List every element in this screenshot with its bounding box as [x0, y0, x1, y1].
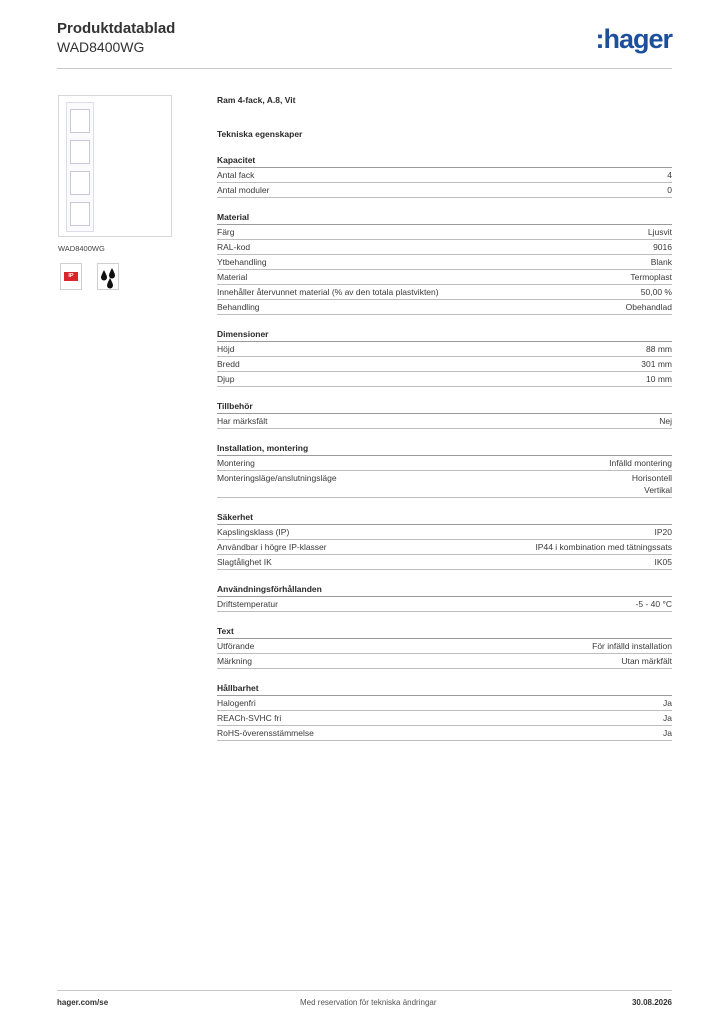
section-title: Hållbarhet — [217, 682, 672, 696]
header-divider — [57, 68, 672, 69]
spec-value: IP44 i kombination med tätningssats — [535, 542, 672, 552]
spec-row — [217, 540, 672, 555]
spec-section — [217, 682, 672, 741]
spec-value: Nej — [659, 416, 672, 426]
spec-value: Termoplast — [630, 272, 672, 282]
frame-illustration — [66, 102, 94, 232]
section-title: Material — [217, 211, 672, 225]
spec-label: Höjd — [217, 344, 235, 354]
section-title: Kapacitet — [217, 154, 672, 168]
section-title: Dimensioner — [217, 328, 672, 342]
section-title: Text — [217, 625, 672, 639]
spec-label: Antal fack — [217, 170, 255, 180]
section-title: Installation, montering — [217, 442, 672, 456]
spec-label: Driftstemperatur — [217, 599, 278, 609]
spec-section — [217, 442, 672, 498]
spec-sections — [217, 154, 672, 741]
spec-row — [217, 183, 672, 198]
image-caption: WAD8400WG — [58, 244, 105, 253]
spec-row — [217, 225, 672, 240]
spec-value: Ja — [663, 728, 672, 738]
spec-value: Utan märkfält — [621, 656, 672, 666]
spec-row — [217, 300, 672, 315]
water-drops-icon — [97, 263, 119, 290]
spec-row — [217, 555, 672, 570]
spec-label: Kapslingsklass (IP) — [217, 527, 290, 537]
spec-value: Blank — [650, 257, 672, 267]
spec-row — [217, 285, 672, 300]
spec-row — [217, 255, 672, 270]
spec-row — [217, 414, 672, 429]
spec-value: IP20 — [654, 527, 672, 537]
spec-row — [217, 654, 672, 669]
spec-row — [217, 240, 672, 255]
spec-section — [217, 328, 672, 387]
spec-value: För infälld installation — [592, 641, 672, 651]
product-code: WAD8400WG — [57, 39, 145, 55]
spec-label: Har märksfält — [217, 416, 268, 426]
spec-section — [217, 511, 672, 570]
spec-value: 9016 — [653, 242, 672, 252]
footer-website: hager.com/se — [57, 998, 109, 1007]
product-name: Ram 4-fack, A.8, Vit — [217, 95, 296, 105]
section-title: Säkerhet — [217, 511, 672, 525]
spec-section — [217, 625, 672, 669]
spec-label: Utförande — [217, 641, 255, 651]
spec-value: Horisontell Vertikal — [631, 473, 672, 495]
spec-label: RoHS-överensstämmelse — [217, 728, 314, 738]
spec-row — [217, 357, 672, 372]
spec-row — [217, 372, 672, 387]
spec-row — [217, 168, 672, 183]
footer-divider — [57, 990, 672, 991]
spec-value: 0 — [667, 185, 672, 195]
spec-label: Monteringsläge/anslutningsläge — [217, 473, 337, 483]
spec-value: 10 mm — [646, 374, 672, 384]
specs-title: Tekniska egenskaper — [217, 129, 303, 139]
frame-slot — [70, 202, 90, 226]
spec-content — [217, 94, 672, 741]
spec-label: Behandling — [217, 302, 260, 312]
spec-section — [217, 583, 672, 612]
spec-label: Montering — [217, 458, 255, 468]
spec-row — [217, 471, 672, 498]
frame-slot — [70, 171, 90, 195]
spec-value: Ja — [663, 713, 672, 723]
document-title: Produktdatablad — [57, 20, 176, 37]
spec-value: 4 — [667, 170, 672, 180]
spec-label: Bredd — [217, 359, 240, 369]
spec-row — [217, 525, 672, 540]
spec-section — [217, 154, 672, 198]
hager-logo: :hager — [595, 24, 672, 54]
spec-row — [217, 456, 672, 471]
spec-section — [217, 400, 672, 429]
spec-label: Innehåller återvunnet material (% av den totala plastvikten) — [217, 287, 439, 297]
spec-row — [217, 342, 672, 357]
product-image — [58, 95, 172, 237]
spec-value: -5 - 40 °C — [635, 599, 672, 609]
spec-row — [217, 696, 672, 711]
spec-section — [217, 211, 672, 315]
ip-badge: IP — [64, 272, 78, 281]
spec-value: 88 mm — [646, 344, 672, 354]
spec-value: 301 mm — [641, 359, 672, 369]
spec-value: Infälld montering — [609, 458, 672, 468]
spec-label: Antal moduler — [217, 185, 270, 195]
spec-row — [217, 639, 672, 654]
spec-label: Färg — [217, 227, 235, 237]
spec-label: RAL-kod — [217, 242, 251, 252]
spec-value: Ljusvit — [647, 227, 672, 237]
spec-row — [217, 597, 672, 612]
spec-value: Ja — [663, 698, 672, 708]
footer-disclaimer: Med reservation för tekniska ändringar — [300, 998, 437, 1007]
spec-label: REACh-SVHC fri — [217, 713, 282, 723]
footer-date: 30.08.2026 — [631, 998, 672, 1007]
spec-value: Obehandlad — [625, 302, 672, 312]
frame-slot — [70, 140, 90, 164]
spec-value: 50,00 % — [640, 287, 672, 297]
spec-label: Märkning — [217, 656, 252, 666]
spec-value: IK05 — [654, 557, 672, 567]
section-title: Användningsförhållanden — [217, 583, 672, 597]
spec-row — [217, 270, 672, 285]
spec-label: Djup — [217, 374, 235, 384]
spec-row — [217, 726, 672, 741]
page-header — [57, 20, 672, 56]
section-title: Tillbehör — [217, 400, 672, 414]
spec-label: Halogenfri — [217, 698, 256, 708]
spec-label: Användbar i högre IP-klasser — [217, 542, 327, 552]
spec-label: Slagtålighet IK — [217, 557, 272, 567]
frame-slot — [70, 109, 90, 133]
ip-rating-icon — [60, 263, 82, 290]
spec-label: Ytbehandling — [217, 257, 267, 267]
spec-row — [217, 711, 672, 726]
spec-label: Material — [217, 272, 248, 282]
